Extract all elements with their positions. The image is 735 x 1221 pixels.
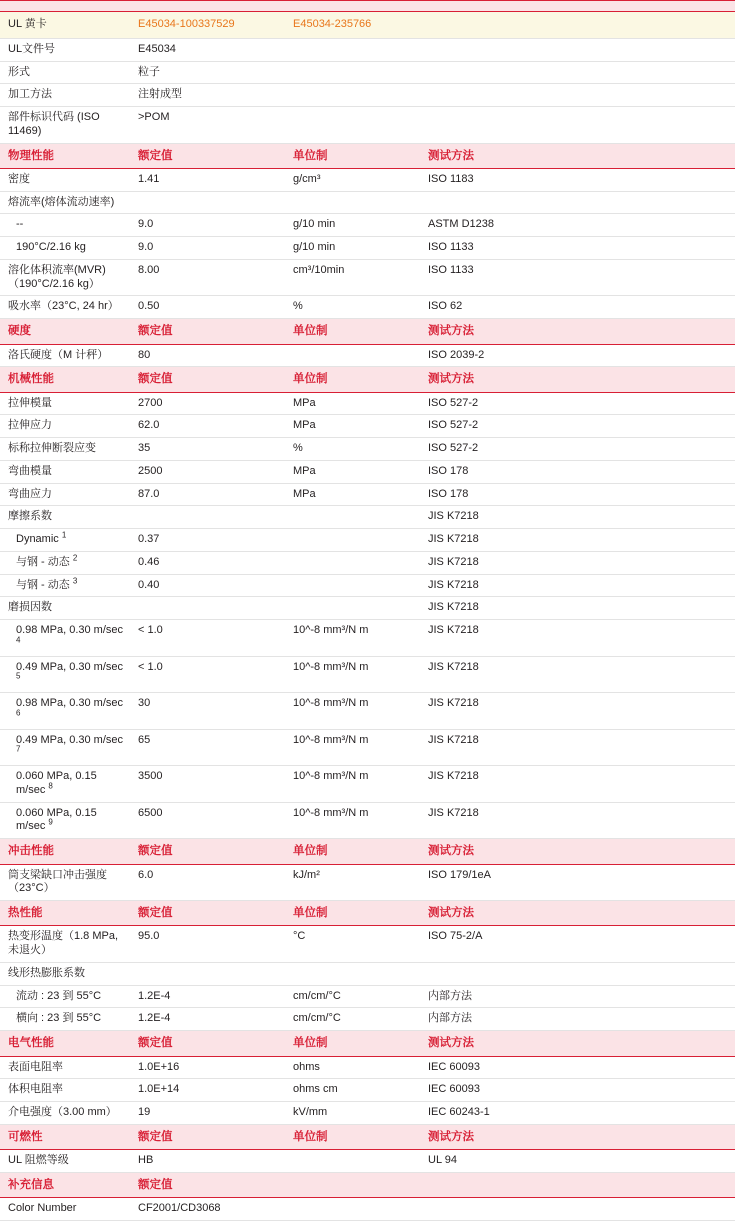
property-row <box>0 1008 735 1031</box>
section-header-cell: 额定值 <box>130 901 285 926</box>
property-label <box>0 1198 130 1221</box>
property-row <box>0 529 735 552</box>
property-unit <box>285 962 420 985</box>
property-unit: kV/mm <box>285 1102 420 1125</box>
property-label <box>0 656 130 693</box>
info-row <box>0 84 735 107</box>
property-value <box>130 962 285 985</box>
property-method: JIS K7218 <box>420 766 735 803</box>
property-unit: MPa <box>285 460 420 483</box>
property-method <box>420 191 735 214</box>
section-header-cell: 额定值 <box>130 319 285 344</box>
property-label-text: 190°C/2.16 kg <box>16 241 86 254</box>
property-row <box>0 1198 735 1221</box>
property-label <box>0 926 130 963</box>
property-row <box>0 1102 735 1125</box>
section-header-cell: 额定值 <box>130 1124 285 1149</box>
property-unit: g/10 min <box>285 214 420 237</box>
property-row <box>0 392 735 415</box>
property-label <box>0 864 130 901</box>
section-header-mechanical <box>0 367 735 392</box>
section-header-cell: 单位制 <box>285 839 420 864</box>
property-value: 8.00 <box>130 259 285 296</box>
property-group-row <box>0 962 735 985</box>
property-row <box>0 296 735 319</box>
property-value: < 1.0 <box>130 656 285 693</box>
property-label-text: 溶化体积流率(MVR)（190°C/2.16 kg） <box>8 263 106 290</box>
property-label-text: 0.060 MPa, 0.15 m/sec <box>16 806 97 833</box>
property-row <box>0 460 735 483</box>
property-method: 内部方法 <box>420 985 735 1008</box>
property-value: 9.0 <box>130 214 285 237</box>
property-row <box>0 237 735 260</box>
property-method: JIS K7218 <box>420 729 735 766</box>
section-header-cell: 测试方法 <box>420 367 735 392</box>
property-row <box>0 344 735 367</box>
property-row <box>0 438 735 461</box>
property-label <box>0 529 130 552</box>
property-label <box>0 259 130 296</box>
property-method: JIS K7218 <box>420 551 735 574</box>
property-unit: °C <box>285 926 420 963</box>
section-header-cell: 冲击性能 <box>0 839 130 864</box>
property-row <box>0 551 735 574</box>
section-header-cell: 测试方法 <box>420 143 735 168</box>
property-unit: MPa <box>285 415 420 438</box>
property-method: JIS K7218 <box>420 802 735 839</box>
property-unit: g/10 min <box>285 237 420 260</box>
section-header-cell <box>130 1 285 12</box>
property-method: ISO 178 <box>420 483 735 506</box>
property-group-row <box>0 506 735 529</box>
section-header-cell: 额定值 <box>130 1172 285 1197</box>
section-header-cell: 单位制 <box>285 1031 420 1056</box>
property-unit: 10^-8 mm³/N m <box>285 766 420 803</box>
property-row <box>0 656 735 693</box>
property-label-text: 弯曲模量 <box>8 464 52 477</box>
property-label-text: 介电强度（3.00 mm） <box>8 1106 117 1118</box>
property-label <box>0 483 130 506</box>
info-row <box>0 38 735 61</box>
property-method: ISO 179/1eA <box>420 864 735 901</box>
property-label-text: 密度 <box>8 172 30 185</box>
property-label <box>0 574 130 597</box>
property-method: UL 94 <box>420 1150 735 1173</box>
property-label-text: 0.49 MPa, 0.30 m/sec <box>16 733 123 746</box>
property-value: 35 <box>130 438 285 461</box>
section-header-cell: 物理性能 <box>0 143 130 168</box>
property-label-text: 0.49 MPa, 0.30 m/sec <box>16 660 123 673</box>
property-method <box>420 1198 735 1221</box>
property-value: 0.50 <box>130 296 285 319</box>
section-header-cell <box>285 1172 420 1197</box>
section-header-cell: 硬度 <box>0 319 130 344</box>
property-group-row <box>0 597 735 620</box>
row-value: 注射成型 <box>130 84 735 107</box>
property-method: JIS K7218 <box>420 574 735 597</box>
section-header-additional <box>0 1172 735 1197</box>
property-value: 0.40 <box>130 574 285 597</box>
property-method: JIS K7218 <box>420 656 735 693</box>
property-row <box>0 259 735 296</box>
property-row <box>0 864 735 901</box>
property-value: 65 <box>130 729 285 766</box>
property-row <box>0 1056 735 1079</box>
property-label <box>0 597 130 620</box>
property-row <box>0 1079 735 1102</box>
info-row <box>0 61 735 84</box>
property-group-row <box>0 191 735 214</box>
ul-link-cell-2[interactable] <box>285 12 735 39</box>
property-label-text: 0.98 MPa, 0.30 m/sec <box>16 697 123 710</box>
footnote-marker: 9 <box>48 817 53 827</box>
section-header-cell: 单位制 <box>285 319 420 344</box>
property-unit <box>285 551 420 574</box>
property-label <box>0 1008 130 1031</box>
section-header-cell: 额定值 <box>130 839 285 864</box>
property-value: 62.0 <box>130 415 285 438</box>
property-method: ASTM D1238 <box>420 214 735 237</box>
row-label: 部件标识代码 (ISO 11469) <box>0 107 130 144</box>
row-label: UL 黄卡 <box>0 12 130 39</box>
footnote-marker: 6 <box>16 708 21 718</box>
ul-card-link-2[interactable]: E45034-235766 <box>293 18 372 30</box>
property-unit: % <box>285 296 420 319</box>
property-unit <box>285 597 420 620</box>
property-method: IEC 60093 <box>420 1056 735 1079</box>
property-label <box>0 168 130 191</box>
property-unit: cm/cm/°C <box>285 985 420 1008</box>
section-header-cell <box>420 1 735 12</box>
row-label: 形式 <box>0 61 130 84</box>
section-header-cell: 补充信息 <box>0 1172 130 1197</box>
property-row <box>0 693 735 730</box>
property-method: ISO 527-2 <box>420 392 735 415</box>
property-value: 2700 <box>130 392 285 415</box>
section-header-cell: 电气性能 <box>0 1031 130 1056</box>
property-row <box>0 985 735 1008</box>
property-method: ISO 1133 <box>420 237 735 260</box>
property-label <box>0 1079 130 1102</box>
property-label <box>0 438 130 461</box>
section-header-flammability <box>0 1124 735 1149</box>
row-value: >POM <box>130 107 735 144</box>
property-method: ISO 178 <box>420 460 735 483</box>
section-header-cell: 单位制 <box>285 1124 420 1149</box>
property-unit <box>285 529 420 552</box>
property-value: 1.2E-4 <box>130 1008 285 1031</box>
section-header-cell: 额定值 <box>130 143 285 168</box>
property-label <box>0 729 130 766</box>
property-method: ISO 2039-2 <box>420 344 735 367</box>
property-method: JIS K7218 <box>420 529 735 552</box>
property-label <box>0 191 130 214</box>
property-label-text: 熔流率(熔体流动速率) <box>8 195 115 208</box>
row-value: E45034 <box>130 38 735 61</box>
property-label <box>0 460 130 483</box>
section-header-electrical <box>0 1031 735 1056</box>
property-label-text: 线形热膨胀系数 <box>8 966 85 979</box>
section-header-basic <box>0 1 735 12</box>
property-label-text: UL 阻燃等级 <box>8 1154 69 1167</box>
property-value: 1.2E-4 <box>130 985 285 1008</box>
footnote-marker: 5 <box>16 671 21 681</box>
property-row <box>0 415 735 438</box>
property-label <box>0 392 130 415</box>
property-value: CF2001/CD3068 <box>130 1198 285 1221</box>
property-label <box>0 214 130 237</box>
property-method: IEC 60093 <box>420 1079 735 1102</box>
section-header-cell: 测试方法 <box>420 1124 735 1149</box>
section-header-cell: 机械性能 <box>0 367 130 392</box>
property-label <box>0 237 130 260</box>
property-label <box>0 620 130 657</box>
footnote-marker: 4 <box>16 635 21 645</box>
property-method <box>420 962 735 985</box>
property-value <box>130 191 285 214</box>
section-header-cell: 可燃性 <box>0 1124 130 1149</box>
property-value: < 1.0 <box>130 620 285 657</box>
property-label <box>0 1102 130 1125</box>
property-label-text: 热变形温度（1.8 MPa, 未退火） <box>8 930 119 957</box>
property-method: ISO 1133 <box>420 259 735 296</box>
property-value: 1.41 <box>130 168 285 191</box>
property-label-text: Color Number <box>8 1202 77 1215</box>
ul-link-cell[interactable] <box>130 12 285 39</box>
property-label <box>0 551 130 574</box>
property-label-text: 吸水率（23°C, 24 hr） <box>8 300 119 313</box>
property-value: 30 <box>130 693 285 730</box>
property-label-text: 弯曲应力 <box>8 487 52 500</box>
property-method: ISO 527-2 <box>420 438 735 461</box>
property-method: 内部方法 <box>420 1008 735 1031</box>
property-unit: 10^-8 mm³/N m <box>285 693 420 730</box>
property-row <box>0 729 735 766</box>
property-value: HB <box>130 1150 285 1173</box>
property-unit: 10^-8 mm³/N m <box>285 802 420 839</box>
section-header-cell <box>420 1172 735 1197</box>
section-header-cell: 测试方法 <box>420 839 735 864</box>
property-row <box>0 766 735 803</box>
property-unit <box>285 506 420 529</box>
section-header-cell: 单位制 <box>285 143 420 168</box>
property-unit: 10^-8 mm³/N m <box>285 729 420 766</box>
property-label-text: 与钢 - 动态 <box>16 555 70 568</box>
property-unit <box>285 344 420 367</box>
property-label-text: 磨损因数 <box>8 601 52 614</box>
property-unit: MPa <box>285 392 420 415</box>
property-label <box>0 802 130 839</box>
section-header-cell: 测试方法 <box>420 1031 735 1056</box>
property-value: 95.0 <box>130 926 285 963</box>
section-header-physical <box>0 143 735 168</box>
property-row <box>0 620 735 657</box>
property-label-text: 表面电阻率 <box>8 1060 63 1073</box>
property-row <box>0 168 735 191</box>
property-unit: g/cm³ <box>285 168 420 191</box>
property-label <box>0 344 130 367</box>
section-header-hardness <box>0 319 735 344</box>
property-method: JIS K7218 <box>420 506 735 529</box>
section-header-cell: 单位制 <box>285 367 420 392</box>
section-header-cell: 测试方法 <box>420 319 735 344</box>
property-label-text: 横向 : 23 到 55°C <box>16 1012 102 1025</box>
section-header-cell <box>0 1 130 12</box>
property-method: IEC 60243-1 <box>420 1102 735 1125</box>
property-method: ISO 62 <box>420 296 735 319</box>
property-row <box>0 926 735 963</box>
footnote-marker: 3 <box>72 575 78 585</box>
property-unit: % <box>285 438 420 461</box>
property-unit: cm³/10min <box>285 259 420 296</box>
property-value <box>130 506 285 529</box>
property-label-text: 体积电阻率 <box>8 1083 63 1096</box>
row-value: 粒子 <box>130 61 735 84</box>
footnote-marker: 7 <box>16 744 21 754</box>
property-label-text: 洛氏硬度（M 计秤） <box>8 348 109 361</box>
info-row <box>0 107 735 144</box>
section-header-cell: 额定值 <box>130 367 285 392</box>
property-method: ISO 527-2 <box>420 415 735 438</box>
property-label-text: 拉伸模量 <box>8 396 52 409</box>
property-method: JIS K7218 <box>420 597 735 620</box>
section-header-cell: 热性能 <box>0 901 130 926</box>
property-label-text: 流动 : 23 到 55°C <box>16 989 102 1002</box>
property-method: ISO 75-2/A <box>420 926 735 963</box>
property-unit: ohms cm <box>285 1079 420 1102</box>
property-label <box>0 415 130 438</box>
footnote-marker: 8 <box>48 781 53 791</box>
property-label <box>0 1150 130 1173</box>
property-label-text: 0.060 MPa, 0.15 m/sec <box>16 770 97 796</box>
property-method: ISO 1183 <box>420 168 735 191</box>
property-value: 6.0 <box>130 864 285 901</box>
property-label <box>0 766 130 803</box>
property-unit <box>285 574 420 597</box>
property-unit <box>285 1150 420 1173</box>
property-unit: cm/cm/°C <box>285 1008 420 1031</box>
property-value: 19 <box>130 1102 285 1125</box>
property-label-text: -- <box>16 218 24 231</box>
row-label: 加工方法 <box>0 84 130 107</box>
section-header-thermal <box>0 901 735 926</box>
property-label <box>0 962 130 985</box>
property-row <box>0 483 735 506</box>
section-header-cell: 额定值 <box>130 1031 285 1056</box>
property-label-text: 筒支梁缺口冲击强度（23°C） <box>8 868 107 895</box>
property-row <box>0 214 735 237</box>
property-unit: 10^-8 mm³/N m <box>285 620 420 657</box>
property-method: JIS K7218 <box>420 693 735 730</box>
property-value: 2500 <box>130 460 285 483</box>
property-row <box>0 1150 735 1173</box>
property-value: 1.0E+14 <box>130 1079 285 1102</box>
property-row <box>0 574 735 597</box>
property-unit: ohms <box>285 1056 420 1079</box>
property-row <box>0 802 735 839</box>
footnote-marker: 2 <box>72 553 78 563</box>
ul-card-link-1[interactable]: E45034-100337529 <box>138 18 235 30</box>
property-unit: MPa <box>285 483 420 506</box>
property-unit: kJ/m² <box>285 864 420 901</box>
property-value: 0.46 <box>130 551 285 574</box>
property-label-text: 与钢 - 动态 <box>16 578 70 591</box>
property-label <box>0 693 130 730</box>
property-unit <box>285 1198 420 1221</box>
property-method: JIS K7218 <box>420 620 735 657</box>
row-label: UL文件号 <box>0 38 130 61</box>
section-header-impact <box>0 839 735 864</box>
section-header-cell: 单位制 <box>285 901 420 926</box>
property-value: 0.37 <box>130 529 285 552</box>
property-value: 87.0 <box>130 483 285 506</box>
property-label-text: 0.98 MPa, 0.30 m/sec <box>16 624 123 637</box>
section-header-cell <box>285 1 420 12</box>
property-value: 9.0 <box>130 237 285 260</box>
ul-yellow-card-row <box>0 12 735 39</box>
property-label-text: 拉伸应力 <box>8 419 52 432</box>
property-unit <box>285 191 420 214</box>
property-value <box>130 597 285 620</box>
property-label <box>0 506 130 529</box>
property-unit: 10^-8 mm³/N m <box>285 656 420 693</box>
property-value: 3500 <box>130 766 285 803</box>
property-label-text: 摩擦系数 <box>8 510 52 523</box>
property-label-text: Dynamic <box>16 533 59 546</box>
property-value: 80 <box>130 344 285 367</box>
section-header-cell: 测试方法 <box>420 901 735 926</box>
property-label <box>0 1056 130 1079</box>
property-value: 6500 <box>130 802 285 839</box>
footnote-marker: 1 <box>61 530 67 540</box>
property-value: 1.0E+16 <box>130 1056 285 1079</box>
property-label-text: 标称拉伸断裂应变 <box>8 442 96 455</box>
property-label <box>0 985 130 1008</box>
property-label <box>0 296 130 319</box>
